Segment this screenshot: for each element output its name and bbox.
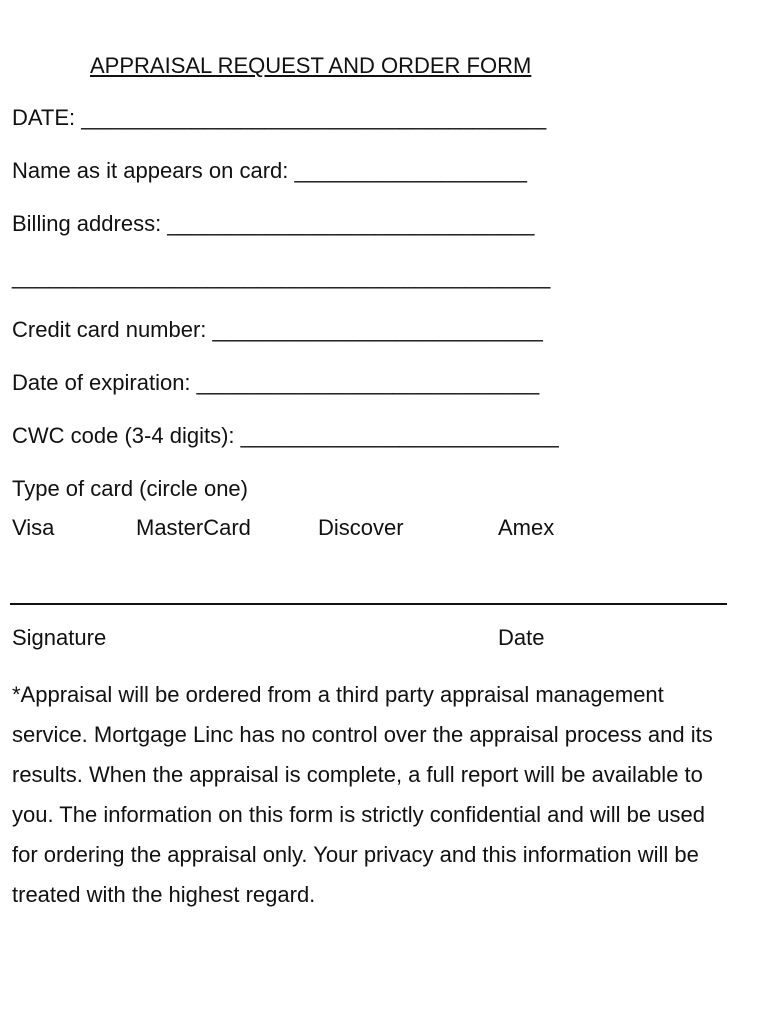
expiration-date-field[interactable]: Date of expiration: ____________________________ (12, 370, 540, 395)
billing-address-continued-field[interactable]: ____________________________________________ (12, 264, 551, 289)
card-option-amex[interactable]: Amex (498, 515, 555, 540)
form-title: APPRAISAL REQUEST AND ORDER FORM (90, 53, 532, 78)
credit-card-number-field[interactable]: Credit card number: ___________________________ (12, 317, 543, 342)
disclaimer-note: *Appraisal will be ordered from a third party appraisal management service. Mortgage Linc has no control over the appraisal process and its results. When the appraisal is complete, a full report will be available to you. The information on this form is strictly confidential and will be used for ordering the appraisal only. Your privacy and this information will be treated with the highest regard. (12, 682, 713, 907)
signature-line[interactable] (10, 603, 727, 605)
card-option-visa[interactable]: Visa (12, 515, 55, 540)
cwc-code-field[interactable]: CWC code (3-4 digits): __________________________ (12, 423, 559, 448)
signature-date-label: Date (498, 625, 545, 650)
card-type-label: Type of card (circle one) (12, 476, 248, 501)
date-field[interactable]: DATE: ______________________________________ (12, 105, 547, 130)
cardholder-name-field[interactable]: Name as it appears on card: ___________________ (12, 158, 527, 183)
card-option-mastercard[interactable]: MasterCard (136, 515, 251, 540)
signature-label: Signature (12, 625, 107, 650)
card-option-discover[interactable]: Discover (318, 515, 404, 540)
billing-address-field[interactable]: Billing address: ______________________________ (12, 211, 535, 236)
